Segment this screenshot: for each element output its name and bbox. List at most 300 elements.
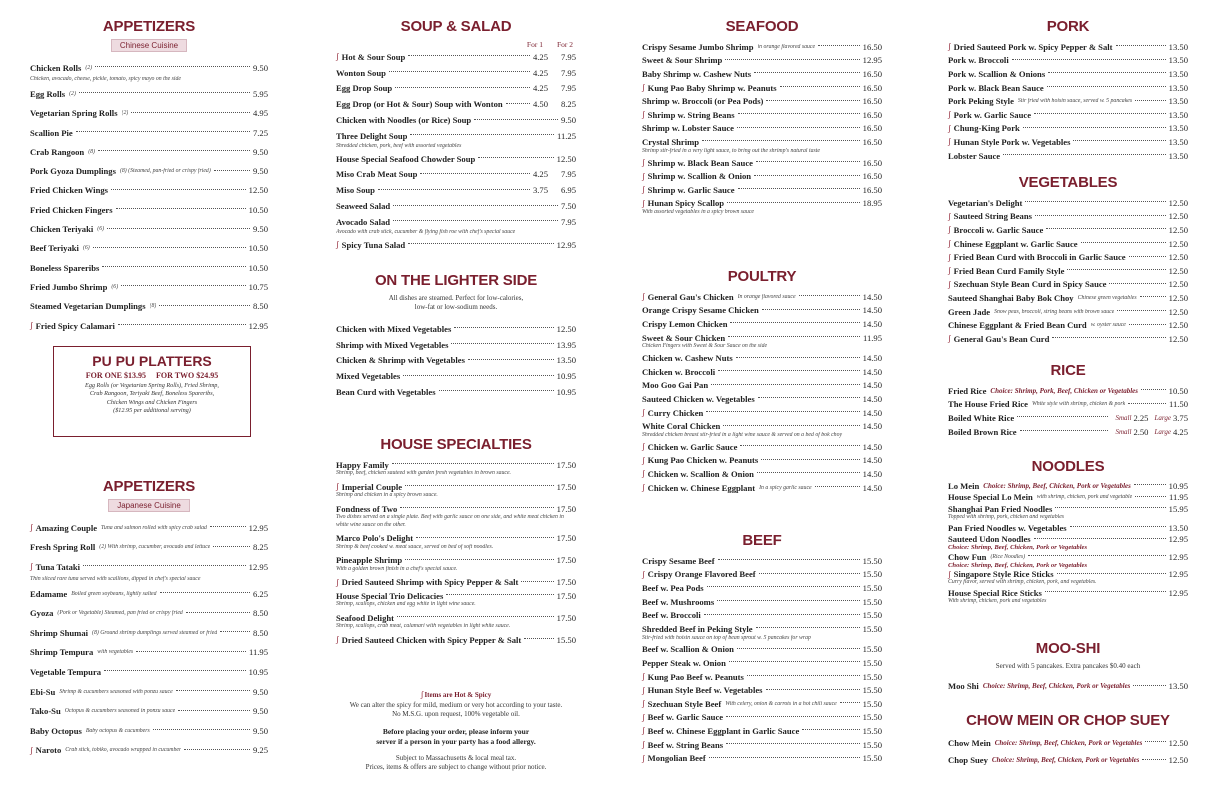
menu-item-name: Pork w. Garlic Sauce (953, 109, 1032, 120)
menu-item (642, 197, 882, 211)
dot-leader (79, 92, 250, 93)
dot-leader (758, 397, 860, 398)
menu-item-name: Shrimp Tempura (30, 647, 94, 658)
dot-leader (213, 546, 250, 547)
menu-item-price: 13.50 (1168, 681, 1188, 692)
menu-item-choice-line: Choice: Shrimp, Beef, Chicken, Pork or Vegetables (948, 561, 1088, 569)
menu-item-price: 12.95 (1168, 569, 1188, 580)
menu-item-name: Fresh Spring Roll (30, 542, 96, 553)
chili-pepper-icon: ʃ (948, 225, 951, 235)
dot-leader (1052, 337, 1165, 338)
chili-pepper-icon: ʃ (642, 185, 645, 195)
chili-pepper-icon: ʃ (642, 740, 645, 750)
menu-item (948, 305, 1188, 319)
menu-item (948, 67, 1188, 81)
menu-item (30, 518, 268, 538)
dot-leader (107, 228, 250, 229)
menu-item-name: House Special Trio Delicacies (336, 590, 444, 601)
chili-pepper-icon: ʃ (30, 321, 33, 330)
menu-item (642, 290, 882, 304)
chili-pepper-icon: ʃ (336, 577, 339, 587)
menu-item-name: Shrimp Shumai (30, 627, 89, 638)
portion-for-one-label: For 1 (526, 40, 543, 49)
menu-item (642, 169, 882, 183)
chili-pepper-icon: ʃ (420, 690, 424, 699)
menu-item-name: Pork Gyoza Dumplings (30, 166, 116, 177)
menu-item-price: 12.50 (556, 153, 576, 164)
menu-item-name: Boneless Spareribs (30, 262, 100, 273)
menu-item-price: 17.50 (556, 533, 576, 544)
dot-leader (397, 616, 554, 617)
menu-item (30, 219, 268, 238)
dot-leader (1129, 324, 1166, 325)
hot-spicy-note-title (336, 690, 576, 701)
chili-pepper-icon: ʃ (642, 292, 645, 302)
section-title: PORK (1046, 18, 1090, 35)
dot-leader (1141, 389, 1166, 390)
dot-leader (405, 559, 554, 560)
dot-leader (1035, 215, 1166, 216)
menu-item-name: Mixed Vegetables (336, 371, 401, 382)
menu-item-price: 11.95 (1168, 492, 1188, 503)
menu-item-name: House Special Rice Sticks (948, 587, 1042, 598)
menu-item (30, 142, 268, 161)
menu-item-name: Seafood Delight (336, 612, 395, 623)
menu-item-price: 14.50 (862, 291, 882, 302)
menu-item (948, 734, 1188, 752)
menu-item-name: Curry Chicken (647, 407, 704, 418)
pu-pu-platters-box (53, 346, 251, 437)
dot-leader (186, 612, 250, 613)
menu-item (948, 40, 1188, 54)
menu-item (948, 425, 1188, 439)
menu-item-price: 13.50 (1168, 55, 1188, 66)
menu-item (336, 96, 576, 112)
chili-pepper-icon: ʃ (642, 753, 645, 763)
menu-item-note: in orange flavored sauce (757, 43, 816, 50)
menu-item (642, 317, 882, 331)
menu-section-appetizers_jp (30, 478, 268, 760)
menu-item (642, 54, 882, 68)
chili-pepper-icon: ʃ (948, 279, 951, 289)
dot-leader (736, 357, 860, 358)
menu-item-price: 16.50 (862, 123, 882, 134)
dot-leader (728, 336, 860, 337)
menu-item (948, 398, 1188, 412)
menu-item-name: Imperial Couple (341, 481, 403, 492)
menu-item-price: 11.25 (556, 130, 576, 141)
menu-item-price: 16.50 (862, 109, 882, 120)
menu-item-name: Pork w. Broccoli (948, 55, 1009, 66)
menu-item-price: 13.50 (1168, 82, 1188, 93)
menu-item-note: (2) (69, 90, 76, 97)
menu-item (948, 384, 1188, 398)
menu-item (642, 568, 882, 582)
pu-pu-desc-line: Crab Rangoon, Teriyaki Beef, Boneless Spareribs, (89, 390, 215, 398)
menu-item (642, 738, 882, 752)
menu-item-price: 16.50 (862, 68, 882, 79)
menu-item (948, 250, 1188, 264)
menu-item-price: 16.50 (862, 96, 882, 107)
menu-item-name: Sauteed Chicken w. Vegetables (642, 393, 755, 404)
section-title: VEGETABLES (1018, 174, 1118, 191)
menu-item-name: Beef w. Broccoli (642, 610, 701, 621)
menu-item-name: Crispy Sesame Jumbo Shrimp (642, 41, 754, 52)
menu-item-price: 15.50 (556, 634, 576, 645)
menu-item (948, 210, 1188, 224)
section-title: NOODLES (1031, 458, 1105, 475)
dot-leader (131, 112, 250, 113)
price-for-one: 4.50 (532, 99, 548, 110)
menu-item-note: Shrimp & cucumbers seasoned with ponzu sauce (59, 688, 173, 695)
menu-item-name: Shrimp w. Garlic Sauce (647, 184, 735, 195)
small-size-price: 2.25 (1133, 412, 1149, 423)
menu-item-price: 15.50 (862, 596, 882, 607)
menu-item-name: Shrimp w. String Beans (647, 109, 735, 120)
dot-leader (1048, 72, 1165, 73)
menu-item-price: 11.95 (862, 332, 882, 343)
menu-item-note: w. oyster sauce (1090, 322, 1126, 329)
menu-item (948, 223, 1188, 237)
dot-leader (726, 743, 860, 744)
menu-item-price: 17.50 (556, 590, 576, 601)
menu-item-name: Avocado Salad (336, 216, 391, 227)
menu-item-price: 12.95 (248, 561, 268, 572)
menu-item-note: (2) (85, 64, 93, 71)
menu-item (642, 122, 882, 136)
menu-item-name: Beef w. Mushrooms (642, 596, 715, 607)
menu-item-description: Shrimp, scallops, chicken and egg white in light wine sauce. (336, 601, 476, 608)
menu-item (642, 554, 882, 568)
menu-item (30, 258, 268, 277)
section-title: APPETIZERS (102, 478, 196, 495)
dot-leader (160, 592, 250, 593)
dot-leader (711, 384, 860, 385)
menu-item-price: 10.50 (248, 204, 268, 215)
menu-item-note: Crab stick, tobiko, avocado wrapped in cucumber (65, 747, 182, 754)
chili-pepper-icon: ʃ (948, 123, 951, 133)
dot-leader (214, 170, 250, 171)
menu-item-name: Pineapple Shrimp (336, 555, 403, 566)
menu-item-name: Marco Polo's Delight (336, 533, 414, 544)
menu-item-description: Shredded chicken breast stir-fried in a light wine sauce & served on a bed of bok choy (642, 431, 843, 438)
menu-item-price: 5.95 (252, 88, 268, 99)
menu-item-price: 12.95 (556, 239, 576, 250)
menu-item (948, 264, 1188, 278)
menu-item (642, 467, 882, 481)
menu-item (948, 278, 1188, 292)
menu-item-name: Pork w. Black Bean Sauce (948, 82, 1044, 93)
dot-leader (706, 411, 859, 412)
pu-pu-for-one: FOR ONE $13.95 (85, 371, 146, 380)
menu-item-name: Shrimp w. Scallion & Onion (647, 171, 752, 182)
dot-leader (818, 45, 860, 46)
chili-pepper-icon: ʃ (948, 211, 951, 221)
menu-item (336, 368, 576, 384)
chili-pepper-icon: ʃ (336, 240, 339, 250)
dot-leader (454, 327, 553, 328)
menu-item-name: Happy Family (336, 459, 389, 470)
menu-item-note: with shrimp, chicken, pork and vegetable (1036, 494, 1133, 501)
dot-leader (93, 247, 246, 248)
dot-leader (1023, 127, 1166, 128)
dot-leader (478, 157, 553, 158)
menu-item-price: 12.50 (1168, 252, 1188, 263)
menu-item-name: Vegetarian's Delight (948, 197, 1023, 208)
menu-item-note: In a spicy garlic sauce (759, 484, 812, 491)
menu-item-price: 10.50 (1168, 385, 1188, 396)
menu-item-name: Tako-Su (30, 706, 61, 717)
dot-leader (718, 559, 860, 560)
dot-leader (446, 594, 553, 595)
menu-item-price: 13.50 (1168, 123, 1188, 134)
portion-for-two-label: For 2 (556, 40, 573, 49)
menu-item-description: Chicken, avocado, cheese, pickle, tomato, spicy mayo on the side (30, 76, 181, 83)
price-for-one: 4.25 (532, 51, 548, 62)
menu-item-price: 12.50 (1168, 279, 1188, 290)
menu-item-price: 14.50 (862, 421, 882, 432)
menu-item-description: Topped with shrimp, pork, chicken and vegetables (948, 513, 1065, 520)
dot-leader (730, 322, 859, 323)
menu-item (30, 239, 268, 258)
menu-item (642, 406, 882, 420)
menu-item-price: 12.95 (248, 522, 268, 533)
dot-leader (378, 189, 530, 190)
menu-item-name: House Special Lo Mein (948, 492, 1033, 503)
menu-item-price: 17.50 (556, 459, 576, 470)
menu-section-rice (948, 362, 1188, 438)
chili-pepper-icon: ʃ (642, 442, 645, 452)
dot-leader (707, 586, 860, 587)
menu-item-price: 6.25 (252, 588, 268, 599)
menu-item-name: Miso Soup (336, 185, 375, 196)
chili-pepper-icon: ʃ (642, 699, 645, 709)
dot-leader (727, 202, 860, 203)
dot-leader (1067, 269, 1165, 270)
menu-item-name: Crispy Lemon Chicken (642, 318, 728, 329)
menu-item-price: 16.50 (862, 82, 882, 93)
menu-item-price: 14.50 (862, 366, 882, 377)
menu-item-price: 15.50 (862, 712, 882, 723)
menu-section-house (336, 436, 576, 646)
menu-item-price: 13.50 (1168, 96, 1188, 107)
large-size-price: 4.25 (1172, 426, 1188, 437)
menu-section-mooshi (948, 640, 1188, 693)
dot-leader (1070, 526, 1166, 527)
dot-leader (400, 507, 553, 508)
chili-pepper-icon: ʃ (948, 252, 951, 262)
dot-leader (393, 220, 558, 221)
menu-item (336, 337, 576, 353)
menu-item-name: Shrimp w. Lobster Sauce (642, 123, 734, 134)
menu-item-price: 15.50 (862, 644, 882, 655)
dot-leader (153, 729, 250, 730)
menu-item-price: 12.95 (1168, 551, 1188, 562)
menu-item-name: Steamed Vegetarian Dumplings (30, 301, 146, 312)
menu-item-name: Mongolian Beef (647, 753, 706, 764)
chili-pepper-icon: ʃ (642, 685, 645, 695)
dot-leader (738, 113, 860, 114)
price-for-two: 6.95 (560, 185, 576, 196)
menu-item (30, 741, 268, 761)
menu-item (948, 196, 1188, 210)
menu-item-name: Egg Drop (or Hot & Sour) Soup with Wonton (336, 99, 503, 110)
dot-leader (521, 581, 553, 582)
menu-item-name: Three Delight Soup (336, 130, 408, 141)
menu-item-name: Chung-King Pork (953, 123, 1020, 134)
menu-item (336, 633, 576, 646)
menu-item-description: Shrimp & beef cooked w. meat sauce, served on bed of soft noodles. (336, 544, 494, 550)
menu-item (642, 40, 882, 54)
dot-leader (756, 161, 860, 162)
menu-item-name: Seaweed Salad (336, 201, 391, 212)
menu-item-price: 13.50 (556, 355, 576, 366)
dot-leader (104, 670, 246, 671)
menu-item-price: 14.50 (862, 441, 882, 452)
menu-item-name: Chicken w. Garlic Sauce (647, 441, 738, 452)
menu-item-name: Shrimp w. Broccoli (or Pea Pods) (642, 96, 764, 107)
menu-item (336, 167, 576, 183)
menu-item-name: Dried Sauteed Pork w. Spicy Pepper & Salt (953, 41, 1113, 52)
menu-item (948, 411, 1188, 425)
menu-item-price: 15.50 (862, 725, 882, 736)
dot-leader (1017, 416, 1108, 417)
menu-item (642, 595, 882, 609)
menu-item-price: 9.50 (252, 224, 268, 235)
menu-item-name: Vegetarian Spring Rolls (30, 108, 118, 119)
chili-pepper-icon: ʃ (948, 239, 951, 249)
menu-item (30, 603, 268, 623)
menu-item (642, 94, 882, 108)
menu-item (30, 200, 268, 219)
dot-leader (1116, 45, 1166, 46)
chili-pepper-icon: ʃ (30, 523, 33, 533)
menu-item (642, 751, 882, 765)
menu-item (948, 492, 1188, 504)
chili-pepper-icon: ʃ (642, 569, 645, 579)
menu-item-name: Chinese Eggplant w. Garlic Sauce (953, 238, 1078, 249)
menu-item-name: Singapore Style Rice Sticks (953, 569, 1054, 580)
dot-leader (1129, 256, 1166, 257)
menu-item (642, 581, 882, 595)
menu-item (642, 440, 882, 454)
dot-leader (761, 459, 859, 460)
section-subtitle: Served with 5 pancakes. Extra pancakes $0.40 each (995, 662, 1141, 670)
menu-item-description: Avocado with crab stick, cucumber & flying fish roe with chef's special sauce (336, 228, 516, 235)
menu-item (30, 297, 268, 316)
menu-item-name: Hunan Spicy Scallop (647, 198, 725, 209)
dot-leader (725, 59, 859, 60)
price-for-one: 3.75 (532, 185, 548, 196)
price-for-one: 4.25 (532, 83, 548, 94)
menu-item-price: 7.25 (252, 127, 268, 138)
menu-item (642, 392, 882, 406)
menu-item-choice: Choice: Shrimp, Beef, Chicken, Pork or Vegetables (991, 756, 1140, 765)
menu-item (948, 318, 1188, 332)
menu-item-price: 15.50 (862, 657, 882, 668)
menu-item-price: 13.50 (1168, 109, 1188, 120)
dot-leader (1117, 310, 1165, 311)
menu-item-note: (2) With shrimp, cucumber, avocado and lettuce (99, 544, 211, 551)
menu-item-name: The House Fried Rice (948, 399, 1028, 410)
menu-item-price: 12.50 (1168, 224, 1188, 235)
dot-leader (704, 614, 860, 615)
menu-item-choice: Choice: Shrimp, Beef, Chicken, Pork or Vegetables (983, 481, 1131, 490)
menu-item-name: Chicken w. Scallion & Onion (647, 468, 754, 479)
dot-leader (111, 189, 246, 190)
chili-pepper-icon: ʃ (642, 712, 645, 722)
price-for-two: 7.95 (560, 67, 576, 78)
menu-item-price: 8.50 (252, 608, 268, 619)
menu-item-name: Chop Suey (948, 755, 988, 766)
menu-item-name: Egg Rolls (30, 88, 66, 99)
menu-item-description: With shrimp, chicken, pork and vegetables (948, 597, 1047, 604)
menu-item (336, 576, 576, 589)
dot-leader (474, 119, 558, 120)
dot-leader (718, 370, 860, 371)
menu-item-name: Chinese Eggplant & Fried Bean Curd (948, 320, 1087, 331)
menu-item-name: Dried Sauteed Shrimp with Spicy Pepper & Salt (341, 577, 519, 588)
menu-item-price: 9.50 (252, 725, 268, 736)
menu-item (948, 237, 1188, 251)
menu-item-name: Beef w. Pea Pods (642, 582, 704, 593)
menu-item (948, 81, 1188, 95)
menu-item-price: 15.50 (862, 753, 882, 764)
dot-leader (726, 716, 860, 717)
spicy-note-line: We can alter the spicy for mild, medium or very hot according to your taste. (349, 700, 563, 709)
dot-leader (405, 485, 554, 486)
chili-pepper-icon: ʃ (642, 408, 645, 418)
dot-leader (468, 359, 554, 360)
menu-item (642, 351, 882, 365)
dot-leader (1034, 538, 1166, 539)
menu-section-chowmein (948, 712, 1188, 769)
dot-leader (702, 140, 860, 141)
menu-item-note: (Rice Noodles) (990, 553, 1026, 560)
section-title: HOUSE SPECIALTIES (380, 436, 532, 453)
menu-section-seafood (642, 18, 882, 217)
menu-item-price: 12.50 (1168, 737, 1188, 748)
menu-item-price: 16.50 (862, 157, 882, 168)
menu-item-name: Gyoza (30, 608, 54, 619)
menu-item-note: Octopus & cucumbers seasoned in ponzu sauce (64, 708, 176, 715)
pu-pu-platters-description (54, 382, 250, 415)
menu-item-name: Beef w. Scallion & Onion (642, 644, 734, 655)
price-for-two: 7.95 (560, 169, 576, 180)
menu-item (30, 277, 268, 296)
chili-pepper-icon: ʃ (948, 266, 951, 276)
menu-item-price: 18.95 (862, 198, 882, 209)
dot-leader (766, 100, 859, 101)
menu-item-name: Fried Bean Curd Family Style (953, 265, 1065, 276)
dot-leader (717, 600, 859, 601)
menu-item-price: 10.95 (1168, 480, 1188, 491)
menu-item-price: 10.50 (248, 243, 268, 254)
menu-item (642, 697, 882, 711)
price-for-one: 4.25 (532, 169, 548, 180)
dot-leader (184, 749, 250, 750)
menu-item-name: Kung Pao Chicken w. Peanuts (647, 455, 759, 466)
menu-item-name: Beef w. Garlic Sauce (647, 712, 724, 723)
dot-leader (121, 285, 246, 286)
menu-item (336, 65, 576, 81)
dot-leader (1025, 201, 1165, 202)
dot-leader (524, 638, 553, 639)
menu-item (948, 94, 1188, 108)
menu-item-note: (2) (121, 110, 129, 117)
menu-item-description: Shrimp, scallops, crab meat, calamari with vegetables in light white sauce. (336, 623, 511, 630)
dot-leader (766, 689, 860, 690)
